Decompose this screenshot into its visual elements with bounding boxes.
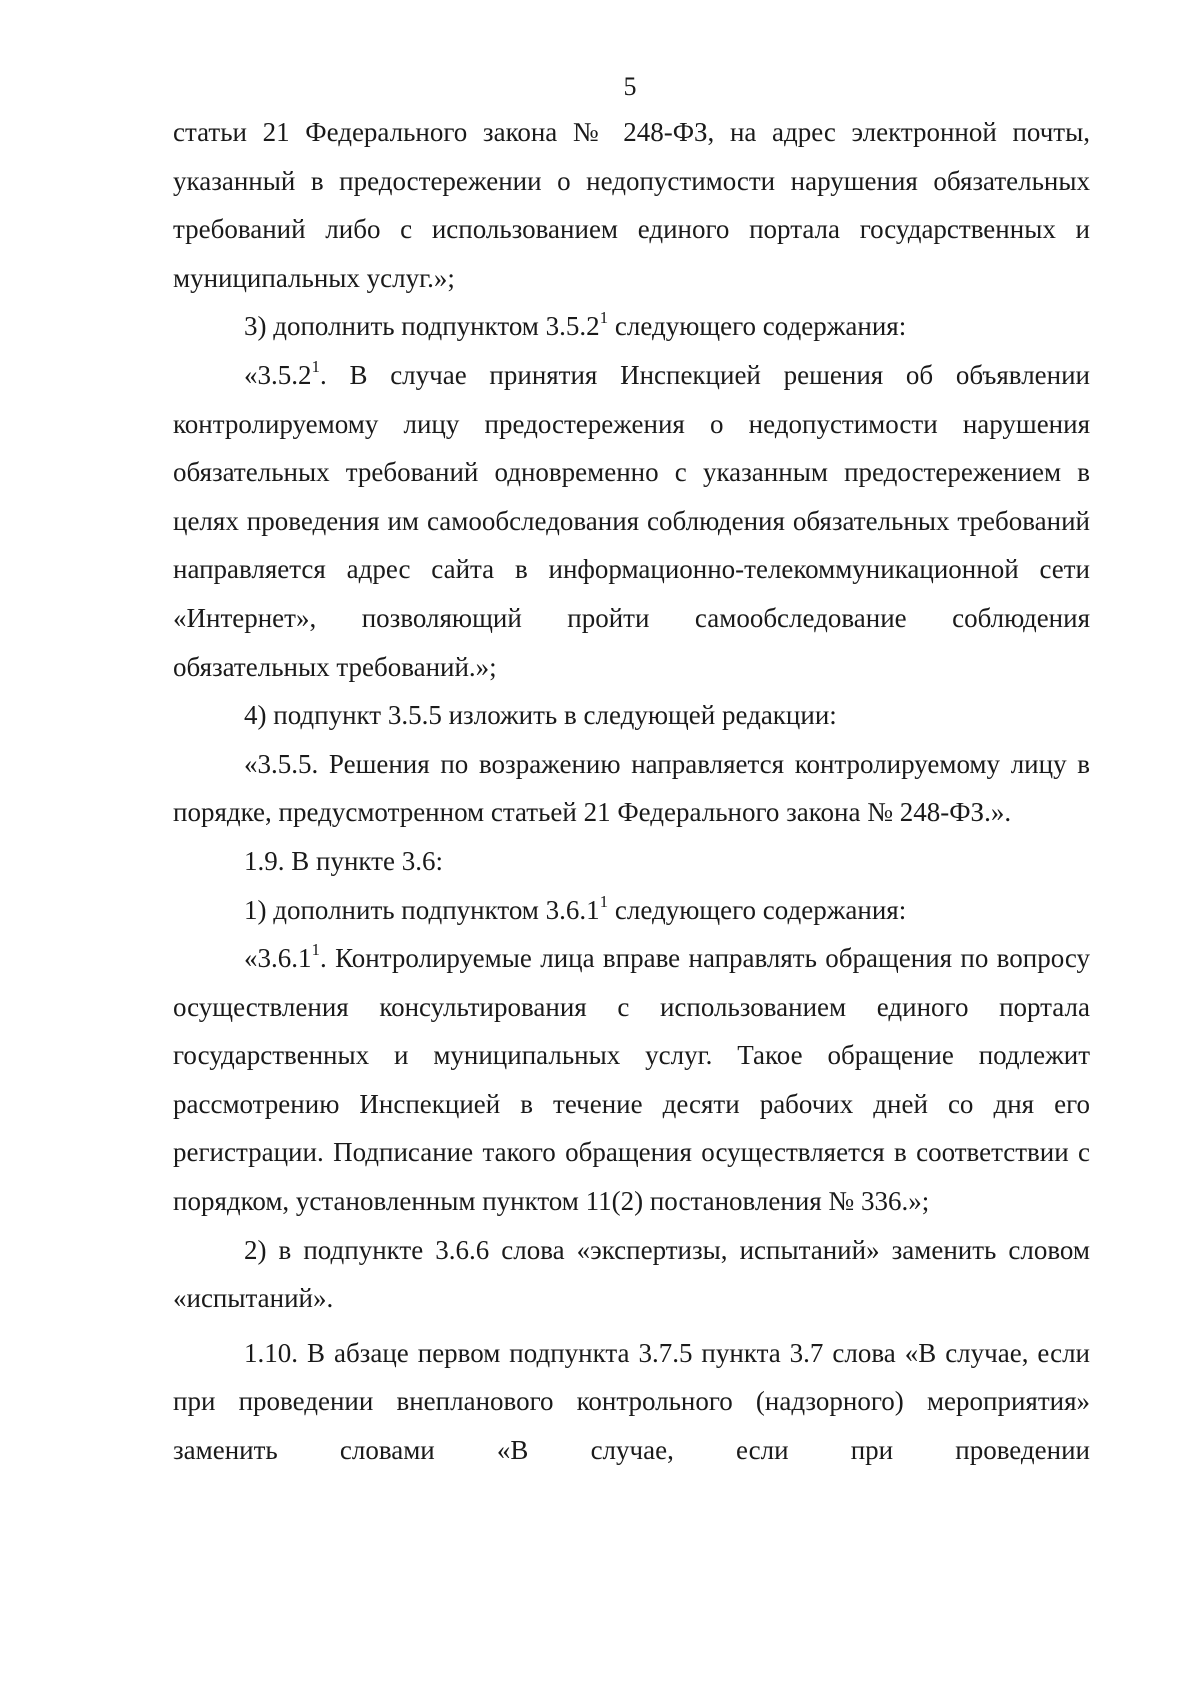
- page-number: 5: [623, 72, 637, 101]
- superscript: 1: [311, 356, 320, 376]
- paragraph-1-10: 1.10. В абзаце первом подпункта 3.7.5 пункта 3.7 слова «В случае, если при проведении внепланового контрольного (надзорного) мероприятия» заменить словами «В случае, если при проведении: [173, 1337, 1090, 1466]
- paragraph-item-2: 2) в подпункте 3.6.6 слова «экспертизы, испытаний» заменить словом «испытаний».: [173, 1234, 1090, 1314]
- paragraph-item-4: 4) подпункт 3.5.5 изложить в следующей редакции:: [244, 700, 837, 731]
- superscript: 1: [599, 891, 609, 911]
- paragraph-item-3: 3) дополнить подпунктом 3.5.2$^1$ следующего содержания:: [244, 308, 907, 342]
- document-body: [173, 108, 1090, 1475]
- paragraph-3-5-5: «3.5.5. Решения по возражению направляется контролируемому лицу в порядке, предусмотренном статьей 21 Федерального закона № 248-ФЗ.».: [173, 748, 1090, 828]
- paragraph-continuation: статьи 21 Федерального закона № 248-ФЗ, на адрес электронной почты, указанный в предостережении о недопустимости нарушения обязательных требований либо с использованием единого портала государственных и муниципальных услуг.»;: [173, 117, 1090, 293]
- paragraph-3-5-2-1: «3.5.2$^1$. В случае принятия Инспекцией решения об объявлении контролируемому лицу предостережения о недопустимости нарушения обязательных требований одновременно с указанным предостережением в целях проведения им самообследования соблюдения обязательных требований направляется адрес сайта в информационно-телекоммуникационной сети «Интернет», позволяющий пройти самообследование соблюдения обязательных требований.»;: [173, 356, 1090, 682]
- paragraph-1-9: 1.9. В пункте 3.6:: [244, 845, 443, 876]
- paragraph-item-1: 1) дополнить подпунктом 3.6.1$^1$ следующего содержания:: [244, 891, 907, 925]
- superscript: 1: [311, 940, 320, 960]
- superscript: 1: [599, 308, 609, 328]
- paragraph-3-6-1-1: «3.6.1$^1$. Контролируемые лица вправе направлять обращения по вопросу осуществления консультирования с использованием единого портала государственных и муниципальных услуг. Такое обращение подлежит рассмотрению Инспекцией в течение десяти рабочих дней со дня его регистрации. Подписание такого обращения осуществляется в соответствии с порядком, установленным пунктом 11(2) постановления № 336.»;: [173, 940, 1090, 1217]
